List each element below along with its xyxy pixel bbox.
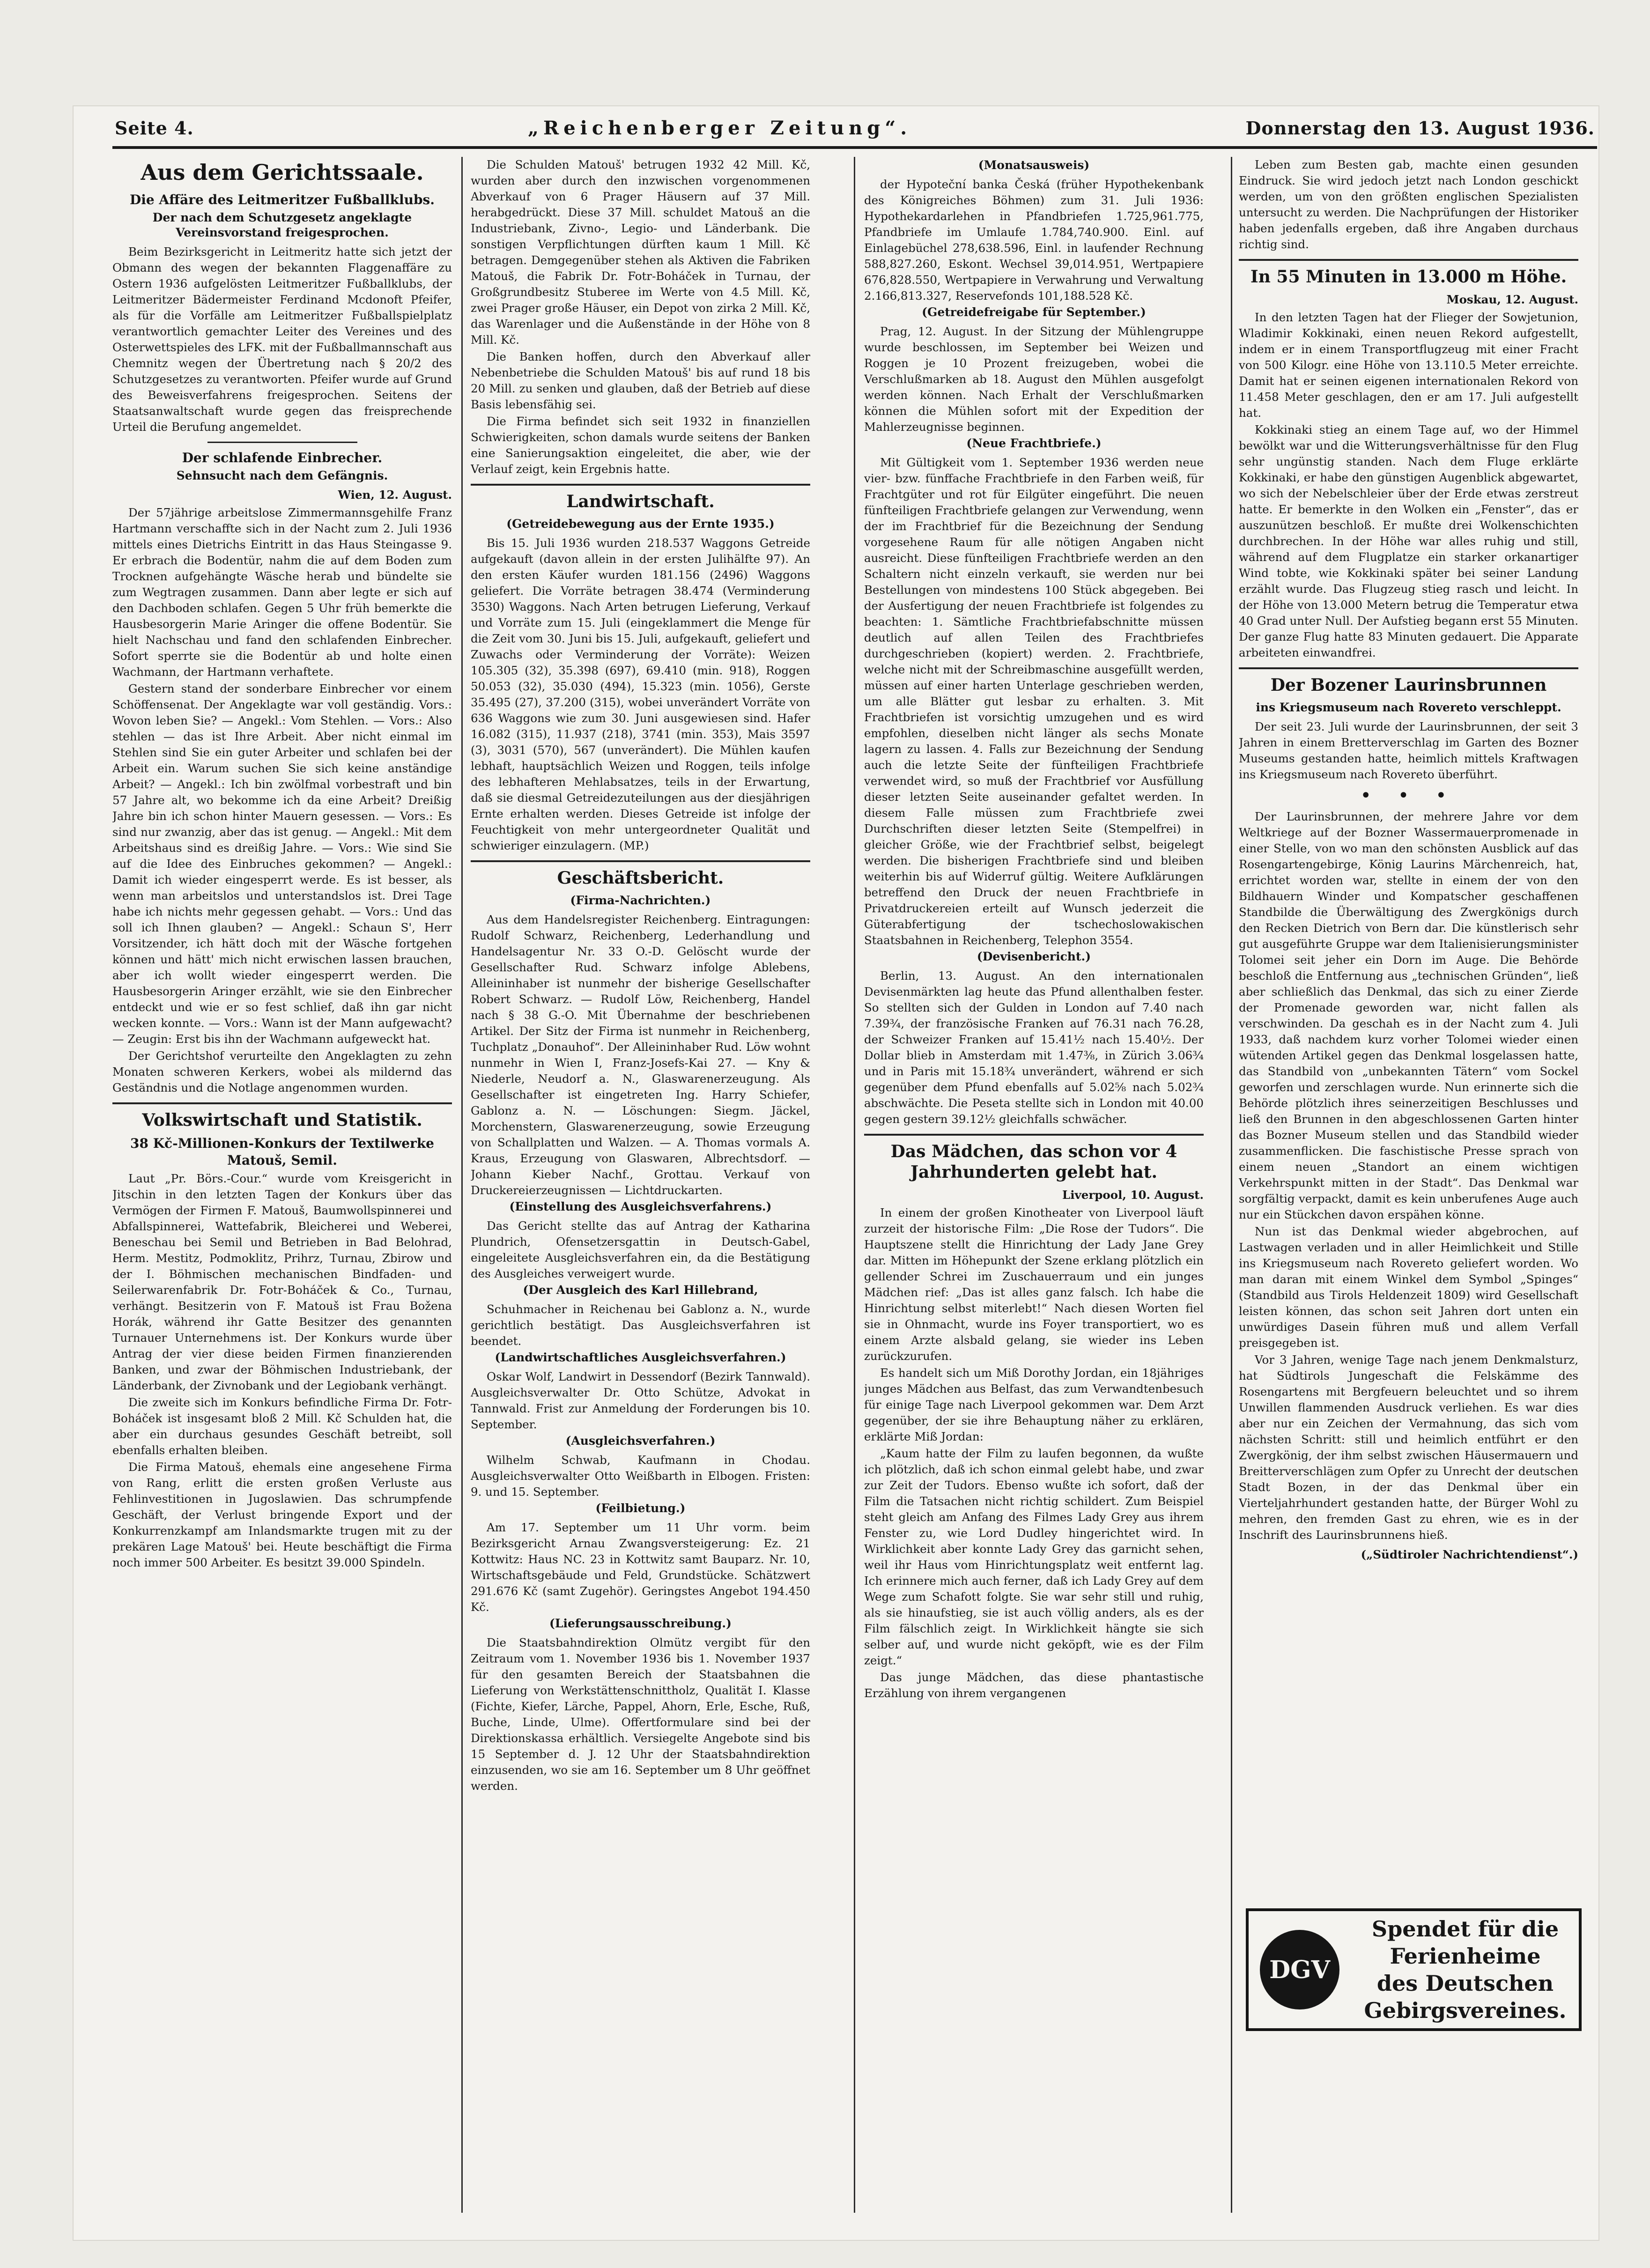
section-title-court: Aus dem Gerichtssaale. [141,160,424,185]
article-paragraph: der Hypoteční banka Česká (früher Hypothekenbank des Königreiches Böhmen) zum 31. Juli 1936: Hypothekardarlehen in Pfandbriefen 1.725,961.775, Pfandbriefe im Umlaufe 1.784,740.900. Einl. auf Einlagebüchel 278,638.596, Einl. in laufender Rechnung 588,827.260, Eskont. Wechsel 39,014.951, Wertpapiere 676,828.550, Wertpapiere in Verwahrung und Verwaltung 2.166,813.327, Reservefonds 101,188.528 Kč. [864,177,1204,303]
article-paragraph: Beim Bezirksgericht in Leitmeritz hatte sich jetzt der Obmann des wegen der bekannten Flaggenaffäre zu Ostern 1936 aufgelösten Leitmeritzer Fußballklubs, der Leitmeritzer Bädermeister Ferdinand Mcdonoft Pfeifer, als für die Vorfälle am Leitmeritzer Fußballspielplatz verantwortlich gemachter Leiter des Vereines und des Osterwettspieles des LFK. mit der Fußballmannschaft aus Chemnitz wegen der Übertretung nach § 20/2 des Schutzgesetzes zu verantworten. Pfeifer wurde auf Grund des Beweisverfahrens freigesprochen. Seitens der Staatsanwaltschaft wurde gegen das freisprechende Urteil die Berufung angemeldet. [112,245,452,434]
article-title: Der schlafende Einbrecher. [182,450,383,465]
article-paragraph: Das junge Mädchen, das diese phantastische Erzählung von ihrem vergangenen [864,1670,1204,1700]
column-divider [461,157,463,2213]
section-title-business: Geschäftsbericht. [557,868,724,888]
notice-heading: (Landwirtschaftliches Ausgleichsverfahren.) [495,1351,786,1364]
article-title: Das Mädchen, das schon vor 4 Jahrhunderten gelebt hat. [890,1142,1177,1182]
notice-heading: (Der Ausgleich des Karl Hillebrand, [523,1283,758,1297]
notice-heading: (Feilbietung.) [595,1501,686,1515]
dateline: Liverpool, 10. August. [1062,1188,1204,1202]
notice-heading: (Neue Frachtbriefe.) [966,436,1102,450]
notice-heading: (Einstellung des Ausgleichsverfahrens.) [509,1200,772,1213]
article-paragraph: Kokkinaki stieg an einem Tage auf, wo der Himmel bewölkt war und die Witterungsverhältnisse für den Flug sehr ungünstig standen. Nach dem Fluge erklärte Kokkinaki, er habe den günstigen Augenblick abgewartet, wo sich der Nebelschleier über der Erde etwas zerstreut hatte. Er bemerkte in den Wolken ein „Fenster“, das er auszunützen beschloß. Er mußte drei Wolkenschichten durchbrechen. In der Höhe war alles ruhig und still, während auf dem Flugplatze ein starker orkanartiger Wind tobte, wie Kokkinaki später bei seiner Landung erzählt wurde. Das Flugzeug stieg rasch und leicht. In der Höhe von 13.000 Metern betrug die Temperatur etwa 40 Grad unter Null. Der Aufstieg begann erst 55 Minuten. Der ganze Flug hatte 83 Minuten gedauert. Die Apparate arbeiteten einwandfrei. [1239,423,1578,659]
notice-heading: (Getreidebewegung aus der Ernte 1935.) [506,517,775,531]
article-paragraph: „Kaum hatte der Film zu laufen begonnen, da wußte ich plötzlich, daß ich schon einmal gelebt habe, und zwar zur Zeit der Tudors. Ebenso wußte ich sofort, daß der Film die Tatsachen nicht richtig schildert. Zum Beispiel steht gleich am Anfang des Filmes Lady Grey aus ihrem Fenster zu, wie Lord Dudley hingerichtet wird. In Wirklichkeit aber konnte Lady Grey das garnicht sehen, weil ihr Haus vom Hinrichtungsplatz weit entfernt lag. Ich erinnere mich auch ferner, daß ich Lady Grey auf dem Wege zum Schafott folgte. Sie war sehr still und ruhig, als sie hinaufstieg, sie ist auch völlig anders, als es der Film fälschlich zeigt. In Wirklichkeit hängte sie sich selber auf, und wurde nicht geköpft, wie es der Film zeigt.“ [864,1447,1204,1667]
section-separator [112,1102,452,1104]
section-title-agriculture: Landwirtschaft. [566,492,715,511]
masthead-rule [112,146,1597,149]
notice-heading: (Devisenbericht.) [977,950,1091,963]
source-credit: („Südtiroler Nachrichtendienst“.) [1361,1548,1578,1561]
section-separator [1239,259,1578,261]
notice-heading: (Firma-Nachrichten.) [570,894,711,907]
column-2 [471,157,810,2213]
article-title: Die Affäre des Leitmeritzer Fußballklubs. [129,192,435,207]
article-paragraph: Die Firma befindet sich seit 1932 in finanziellen Schwierigkeiten, schon damals wurde seitens der Banken eine Sanierungsaktion eingeleitet, die aber, wie der Verlauf zeigt, kein Ergebnis hatte. [471,414,810,476]
article-paragraph: Der Gerichtshof verurteilte den Angeklagten zu zehn Monaten schweren Kerkers, wobei als mildernd das Geständnis und die Notlage angenommen wurden. [112,1049,452,1094]
article-paragraph: Die Banken hoffen, durch den Abverkauf aller Nebenbetriebe die Schulden Matouš' bis auf rund 18 bis 20 Mill. zu senken und glauben, daß der Betrieb auf diese Basis lebensfähig sei. [471,350,810,411]
ad-line: Ferienheime [1390,1943,1541,1969]
dot-separator: • • • [1360,785,1457,806]
article-subtitle: Der nach dem Schutzgesetz angeklagte Vereinsvorstand freigesprochen. [152,211,412,239]
section-separator [864,1134,1204,1136]
ad-line: Spendet für die [1371,1916,1559,1942]
article-paragraph: Bis 15. Juli 1936 wurden 218.537 Waggons Getreide aufgekauft (davon allein in der ersten Julihälfte 97). An den ersten Käufer wurden 181.156 (2496) Waggons geliefert. Die Vorräte betragen 38.474 (Verminderung 3530) Waggons. Nach Arten betrugen Lieferung, Verkauf und Vorräte zum 15. Juli (eingeklammert die Menge für die Zeit vom 30. Juni bis 15. Juli, aufgekauft, geliefert und Zuwachs oder Verminderung der Vorräte): Weizen 105.305 (32), 35.398 (697), 69.410 (min. 918), Roggen 50.053 (32), 35.030 (494), 15.323 (min. 1056), Gerste 35.495 (27), 37.200 (315), wobei unverändert Vorräte von 636 Waggons wie zum 30. Juni ausgewiesen sind. Hafer 16.082 (315), 11.937 (218), 3741 (min. 353), Mais 3597 (3), 3031 (570), 567 (unverändert). Die Mühlen kaufen lebhaft, hauptsächlich Weizen und Roggen, teils infolge des lebhafteren Mehlabsatzes, teils in der Erwartung, daß sie diesmal Getreidezuteilungen aus der diesjährigen Ernte erhalten werden. Dieses Getreide ist infolge der Feuchtigkeit von mehr untergeordneter Qualität und schwieriger einzulagern. (MP.) [471,536,810,852]
article-paragraph: Prag, 12. August. In der Sitzung der Mühlengruppe wurde beschlossen, im September bei Weizen und Roggen je 10 Prozent freizugeben, wobei die Verschlußmarken ab 18. August den Mühlen ausgefolgt werden können. Nach Erhalt der Verschlußmarken können die Mühlen sofort mit der Expedition der Mahlerzeugnisse beginnen. [864,325,1204,434]
article-paragraph: Es handelt sich um Miß Dorothy Jordan, ein 18jähriges junges Mädchen aus Belfast, das zum Verwandtenbesuch für einige Tage nach Liverpool gekommen war. Dem Arzt gegenüber, der sie ihre Behauptung näher zu erklären, erklärte Miß Jordan: [864,1366,1204,1443]
article-paragraph: Berlin, 13. August. An den internationalen Devisenmärkten lag heute das Pfund allenthalben fester. So stellten sich der Gulden in London auf 7.40 nach 7.39¾, der französische Franken auf 76.31 nach 76.28, der Schweizer Franken auf 15.41½ nach 15.40½. Der Dollar blieb in Amsterdam mit 1.47⅜, in Zürich 3.06¾ und in Paris mit 15.18¾ unverändert, während er sich gegenüber dem Pfund ebenfalls auf 5.02⅝ nach 5.02¾ abschwächte. Die Peseta stellte sich in London mit 40.00 gegen gestern 39.12½ gleichfalls schwächer. [864,969,1204,1126]
article-paragraph: Die zweite sich im Konkurs befindliche Firma Dr. Fotr-Boháček ist insgesamt bloß 2 Mill. Kč Schulden hat, die aber ein durchaus gesundes Geschäft betreibt, soll ebenfalls erhalten bleiben. [112,1396,452,1457]
article-paragraph: Nun ist das Denkmal wieder abgebrochen, auf Lastwagen verladen und in aller Heimlichkeit und Stille ins Kriegsmuseum nach Rovereto geliefert worden. Wo man daran mit einem Winkel dem Symbol „Spinges“ (Standbild aus Tirols Heldenzeit 1809) wird Gesellschaft leisten können, das schon seit Jahren dort unten ein unwürdiges Dasein führen muß und allem Verfall preisgegeben ist. [1239,1225,1578,1350]
masthead [115,111,1595,144]
ad-line: des Deutschen [1376,1971,1554,1996]
article-paragraph: Das Gericht stellte das auf Antrag der Katharina Plundrich, Ofensetzersgattin in Deutsch-Gabel, eingeleitete Ausgleichsverfahren ein, da die Bestätigung des Ausgleiches verweigert wurde. [471,1219,810,1280]
article-title: Der Bozener Laurinsbrunnen [1270,675,1547,695]
notice-heading: (Getreidefreigabe für September.) [922,305,1146,319]
ad-line: Gebirgsvereines. [1364,1998,1567,2023]
article-separator [207,442,357,443]
article-paragraph: Vor 3 Jahren, wenige Tage nach jenem Denkmalsturz, hat Südtirols Jungeschaft die Felskämme des Rosengartens mit Bergfeuern beleuchtet und so ihrem Unwillen flammenden Ausdruck verliehen. Es war dies aber nur ein Zeichen der Vermahnung, das sich vom nächsten Schritt: still und heimlich entführt er den Zwergkönig, der ihm selbst zwischen Häusermauern und Breitterverschlägen zum Opfer zu Unrecht der deutschen Stadt Bozen, in der das Denkmal über ein Vierteljahrhundert gestanden hatte, der Bürger Wohl zu mehren, den fremden Gast zu ehren, wie es in der Inschrift des Laurinsbrunnens hieß. [1239,1353,1578,1542]
advertisement-text [1352,1915,1579,2024]
advertisement-box [1246,1908,1582,2031]
notice-heading: (Ausgleichsverfahren.) [565,1434,716,1448]
association-emblem-icon [1260,1930,1339,2009]
section-separator [471,484,810,486]
article-paragraph: Aus dem Handelsregister Reichenberg. Eintragungen: Rudolf Schwarz, Reichenberg, Lederhandlung und Handelsagentur Nr. 33 O.-D. Gelöscht wurde der Gesellschafter Rud. Schwarz infolge Ablebens, Alleininhaber ist nunmehr der bisherige Gesellschafter Robert Schwarz. — Rudolf Löw, Reichenberg, Handel nach § 38 G.-O. Mit Übernahme der beschriebenen Artikel. Der Sitz der Firma ist nunmehr in Reichenberg, Tuchplatz „Donauhof“. Der Alleininhaber Rud. Löw wohnt nunmehr in Wien I, Franz-Josefs-Kai 27. — Kny & Niederle, Neudorf a. N., Glaswarenerzeugung. Als Gesellschafter ist eingetreten Ing. Harry Schiefer, Gablonz a. N. — Löschungen: Siegm. Jäckel, Morchenstern, Glaswarenerzeugung, sowie Erzeugung von Schallplatten und Walzen. — A. Thomas vormals A. Kraus, Erzeugung von Glaswaren, Albrechtsdorf. — Johann Kieber Nachf., Grottau. Verkauf von Druckereierzeugnissen — Lichtdruckarten. [471,913,810,1197]
article-subtitle: Sehnsucht nach dem Gefängnis. [176,469,388,482]
column-1 [112,157,452,2213]
article-paragraph: Der Laurinsbrunnen, der mehrere Jahre vor dem Weltkriege auf der Bozner Wassermauerpromenade in einer Stelle, von wo man den schönsten Ausblick auf das Rosengartengebirge, König Laurins Märchenreich, hat, errichtet worden war, stellte in einem der von den Bildhauern Winder und Kompatscher geschaffenen Standbilde die Überwältigung des Zwergkönigs durch den Recken Dietrich von Bern dar. Die künstlerisch sehr gut ausgeführte Gruppe war dem Italienisierungsminister Tolomei seit jeher ein Dorn im Auge. Die Behörde beschloß die Entfernung aus „technischen Gründen“, ließ aber schließlich das Denkmal, das sich zu einer Zierde der Promenade geworden war, nicht fallen als verschwinden. Da geschah es in der Nacht zum 4. Juli 1933, daß nachdem kurz vorher Tolomei wieder einen wütenden Artikel gegen das Denkmal losgelassen hatte, das Standbild von „unbekannten Tätern“ vom Sockel geworfen und zerschlagen wurde. Nun erinnerte sich die Behörde plötzlich ihres seinerzeitigen Beschlusses und ließ den Brunnen in den abgeschlossenen Garten hinter das Bozner Museum stellen und das Standbild wieder zusammenflicken. Die faschistische Presse sprach von einem neuen „Standort an einem wichtigen Verkehrspunkt mitten in der Stadt“. Das Denkmal war sorgfältig verpackt, damit es kein unberufenes Auge auch nur ein Stückchen davon erspähen könne. [1239,810,1578,1221]
newspaper-name: „Reichenberger Zeitung“. [527,117,912,139]
notice-heading: (Lieferungsausschreibung.) [549,1617,732,1630]
article-title: 38 Kč-Millionen-Konkurs der Textilwerke Matouš, Semil. [130,1136,434,1168]
article-title: In 55 Minuten in 13.000 m Höhe. [1250,267,1567,287]
article-paragraph: In den letzten Tagen hat der Flieger der Sowjetunion, Wladimir Kokkinaki, einen neuen Rekord aufgestellt, indem er in einem Transportflugzeug mit einer Fracht von 500 Kilogr. eine Höhe von 13.110.5 Meter erreichte. Damit hat er seinen eigenen internationalen Rekord von 11.458 Meter geschlagen, den er am 17. Juli aufgestellt hat. [1239,310,1578,420]
article-subtitle: ins Kriegsmuseum nach Rovereto verschleppt. [1256,701,1561,714]
article-paragraph: Der seit 23. Juli wurde der Laurinsbrunnen, der seit 3 Jahren in einem Bretterverschlag im Garten des Bozner Museums gestanden hatte, heimlich mittels Kraftwagen ins Kriegsmuseum nach Rovereto überführt. [1239,720,1578,781]
article-paragraph: Gestern stand der sonderbare Einbrecher vor einem Schöffensenat. Der Angeklagte war voll geständig. Vors.: Wovon leben Sie? — Angekl.: Vom Stehlen. — Vors.: Also stehlen — das ist Ihre Arbeit. Aber nicht einmal im Stehlen sind Sie ein guter Arbeiter und schlafen bei der Arbeit ein. Warum suchen Sie sich keine anständige Arbeit? — Angekl.: Ich bin zwölfmal vorbestraft und bin 57 Jahre alt, wo bekomme ich da eine Arbeit? Dreißig Jahre bin ich schon hinter Mauern gesessen. — Vors.: Es sind nur zwanzig, aber das ist genug. — Angekl.: Mit dem Arbeitshaus sind es dreißig Jahre. — Vors.: Wie sind Sie auf die Idee des Einbruches gekommen? — Angekl.: Damit ich wieder eingesperrt werde. Es ist besser, als wenn man arbeitslos und unterstandslos ist. Drei Tage habe ich nichts mehr gegessen gehabt. — Vors.: Und das soll ich Ihnen glauben? — Angekl.: Schaun S', Herr Vorsitzender, ich hätt doch mit der Wäsche fortgehen können und hätt' mich nicht erwischen lassen brauchen, aber ich wollt wieder eingesperrt werden. Die Hausbesorgerin Aringer erzählt, wie sie den Einbrecher entdeckt und wie er so fest schlief, daß ihn gar nicht wecken konnte. — Vors.: Wann ist der Mann aufgewacht? — Zeugin: Erst bis ihn der Wachmann aufgeweckt hat. [112,682,452,1046]
article-paragraph: Die Staatsbahndirektion Olmütz vergibt für den Zeitraum vom 1. November 1936 bis 1. November 1937 für den gesamten Bereich der Staatsbahnen die Lieferung von Werkstättenschnittholz, Qualität I. Klasse (Fichte, Kiefer, Lärche, Pappel, Ahorn, Erle, Esche, Ruß, Buche, Linde, Ulme). Offertformulare sind bei der Direktionskassa erhältlich. Versiegelte Angebote sind bis 15 September d. J. 12 Uhr der Staatsbahndirektion einzusenden, wo sie am 16. September um 8 Uhr geöffnet werden. [471,1636,810,1793]
section-separator [471,860,810,862]
notice-heading: (Monatsausweis) [978,158,1090,172]
column-4 [1239,157,1578,1899]
article-paragraph: Schuhmacher in Reichenau bei Gablonz a. N., wurde gerichtlich bestätigt. Das Ausgleichsverfahren ist beendet. [471,1302,810,1348]
page-number: Seite 4. [115,117,194,139]
section-title-economy: Volkswirtschaft und Statistik. [142,1110,422,1130]
column-divider [854,157,855,2213]
emblem-text: DGV [1269,1955,1330,1984]
column-divider [1231,157,1232,2213]
article-paragraph: Am 17. September um 11 Uhr vorm. beim Bezirksgericht Arnau Zwangsversteigerung: Ez. 21 Kottwitz: Haus NC. 23 in Kottwitz samt Bauparz. Nr. 10, Wirtschaftsgebäude und Feld, Grundstücke. Schätzwert 291.676 Kč (samt Zugehör). Geringstes Angebot 194.450 Kč. [471,1521,810,1614]
article-paragraph: Mit Gültigkeit vom 1. September 1936 werden neue vier- bzw. fünffache Frachtbriefe in den Farben weiß, für Frachtgüter und rot für Eilgüter eingeführt. Die neuen fünfteiligen Frachtbriefe gelangen zur Verwendung, wenn der im Frachtbrief für die Bezeichnung der Sendung vorgesehene Raum für alle nötigen Angaben nicht ausreicht. Diese fünfteiligen Frachtbriefe werden an den Schaltern nicht einzeln verkauft, sie werden nur bei Bestellungen von mindestens 100 Stück abgegeben. Bei der Ausfertigung der neuen Frachtbriefe ist folgendes zu beachten: 1. Sämtliche Frachtbriefabschnitte müssen deutlich auf allen Teilen des Frachtbriefes durchgeschrieben (kopiert) werden. 2. Frachtbriefe, welche nicht mit der Schreibmaschine ausgefüllt werden, müssen auf einer harten Unterlage geschrieben werden, um alle Blätter gut lesbar zu erhalten. 3. Mit Frachtbriefen ist vorsichtig umzugehen und es wird empfohlen, dieselben nicht länger als sechs Monate lagern zu lassen. 4. Falls zur Bezeichnung der Sendung auch die letzte Seite der fünfteiligen Frachtbriefe verwendet wird, so muß der Frachtbrief vor Ausfüllung dieser letzten Seite auseinander gefaltet werden. In diesem Falle müssen zum Frachtbriefe zwei Durchschriften dieser letzten Seite (Stempelfrei) in gleicher Größe, wie der Frachtbrief selbst, beigelegt werden. Die bisherigen Frachtbriefe sind und bleiben weiterhin bis auf Widerruf gültig. Weitere Aufklärungen betreffend den Druck der neuen Frachtbriefe in Privatdruckereien erteilt auf Wunsch jederzeit die Güterabfertigung der tschechoslowakischen Staatsbahnen in Reichenberg, Telephon 3554. [864,456,1204,947]
dateline: Moskau, 12. August. [1446,293,1578,306]
section-separator [1239,667,1578,669]
article-paragraph: Der 57jährige arbeitslose Zimmermannsgehilfe Franz Hartmann verschaffte sich in der Nacht zum 2. Juli 1936 mittels eines Dietrichs Eintritt in das Haus Steingasse 9. Er erbrach die Bodentür, nahm die auf dem Boden zum Trocknen aufgehängte Wäsche herab und bündelte sie zum Wegtragen zusammen. Dann aber legte er sich auf den Dachboden schlafen. Gegen 5 Uhr früh bemerkte die Hausbesorgerin Marie Aringer die offene Bodentür. Sie hielt Nachschau und fand den schlafenden Einbrecher. Sofort sperrte sie die Bodentür ab und holte einen Wachmann, der Hartmann verhaftete. [112,506,452,679]
article-paragraph: Die Schulden Matouš' betrugen 1932 42 Mill. Kč, wurden aber durch den inzwischen vorgenommenen Abverkauf von 6 Prager Häusern auf 37 Mill. herabgedrückt. Diese 37 Mill. schuldet Matouš an die Industriebank, Zivno-, Legio- und Länderbank. Die sonstigen Verpflichtungen dürften kaum 1 Mill. Kč betragen. Demgegenüber stehen als Aktiven die Fabriken Matouš, die Fabrik Dr. Fotr-Boháček in Turnau, der Großgrundbesitz Stuberee im Werte von 4.5 Mill. Kč, zwei Prager große Häuser, ein Depot von zirka 2 Mill. Kč, das Warenlager und die Außenstände in der Höhe von 8 Mill. Kč. [471,158,810,347]
article-paragraph: Die Firma Matouš, ehemals eine angesehene Firma von Rang, erlitt die ersten großen Verluste aus Fehlinvestitionen in Jugoslawien. Das schrumpfende Geschäft, der Verlust bringende Export und der Konkurrenzkampf am Inlandsmarkte trugen mit zu der prekären Lage Matouš' bei. Heute beschäftigt die Firma noch immer 500 Arbeiter. Es besitzt 39.000 Spindeln. [112,1460,452,1569]
article-paragraph: Leben zum Besten gab, machte einen gesunden Eindruck. Sie wird jedoch jetzt nach London geschickt werden, um von den größten englischen Spezialisten untersucht zu werden. Die Nachprüfungen der Historiker haben jedenfalls ergeben, daß ihre Angaben durchaus richtig sind. [1239,158,1578,251]
article-paragraph: In einem der großen Kinotheater von Liverpool läuft zurzeit der historische Film: „Die Rose der Tudors“. Die Hauptszene stellt die Hinrichtung der Lady Jane Grey dar. Mitten im Höhepunkt der Szene erklang plötzlich ein gellender Schrei im Zuschauerraum und ein junges Mädchen rief: „Das ist alles ganz falsch. Ich habe die Hinrichtung selbst miterlebt!“ Nach diesen Worten fiel sie in Ohnmacht, wurde ins Foyer transportiert, wo es einem Arzte alsbald gelang, sie wieder ins Leben zurückzurufen. [864,1206,1204,1363]
column-3 [864,157,1204,2213]
issue-date: Donnerstag den 13. August 1936. [1245,117,1595,139]
dateline: Wien, 12. August. [338,488,452,502]
article-paragraph: Wilhelm Schwab, Kaufmann in Chodau. Ausgleichsverwalter Otto Weißbarth in Elbogen. Fristen: 9. und 15. September. [471,1453,810,1499]
article-paragraph: Oskar Wolf, Landwirt in Dessendorf (Bezirk Tannwald). Ausgleichsverwalter Dr. Otto Schütze, Advokat in Tannwald. Frist zur Anmeldung der Forderungen bis 10. September. [471,1370,810,1431]
article-paragraph: Laut „Pr. Börs.-Cour.“ wurde vom Kreisgericht in Jitschin in den letzten Tagen der Konkurs über das Vermögen der Firmen F. Matouš, Baumwollspinnerei und Abfallspinnerei, Wattefabrik, Bleicherei und Weberei, Beneschau bei Semil und Betrieben in Bad Belohrad, Herm. Mestitz, Podmoklitz, Prihrz, Turnau, Zbirow und der I. Böhmischen mechanischen Bindfaden- und Seilerwarenfabrik Dr. Fotr-Boháček & Co., Turnau, verhängt. Besitzerin von F. Matouš ist Frau Božena Horák, während ihr Gatte Besitzer des genannten Turnauer Unternehmens ist. Der Konkurs wurde über Antrag der vier diese beiden Firmen finanzierenden Banken, und zwar der Böhmischen Industriebank, der Länderbank, der Zivnobank und der Legiobank verhängt. [112,1172,452,1392]
